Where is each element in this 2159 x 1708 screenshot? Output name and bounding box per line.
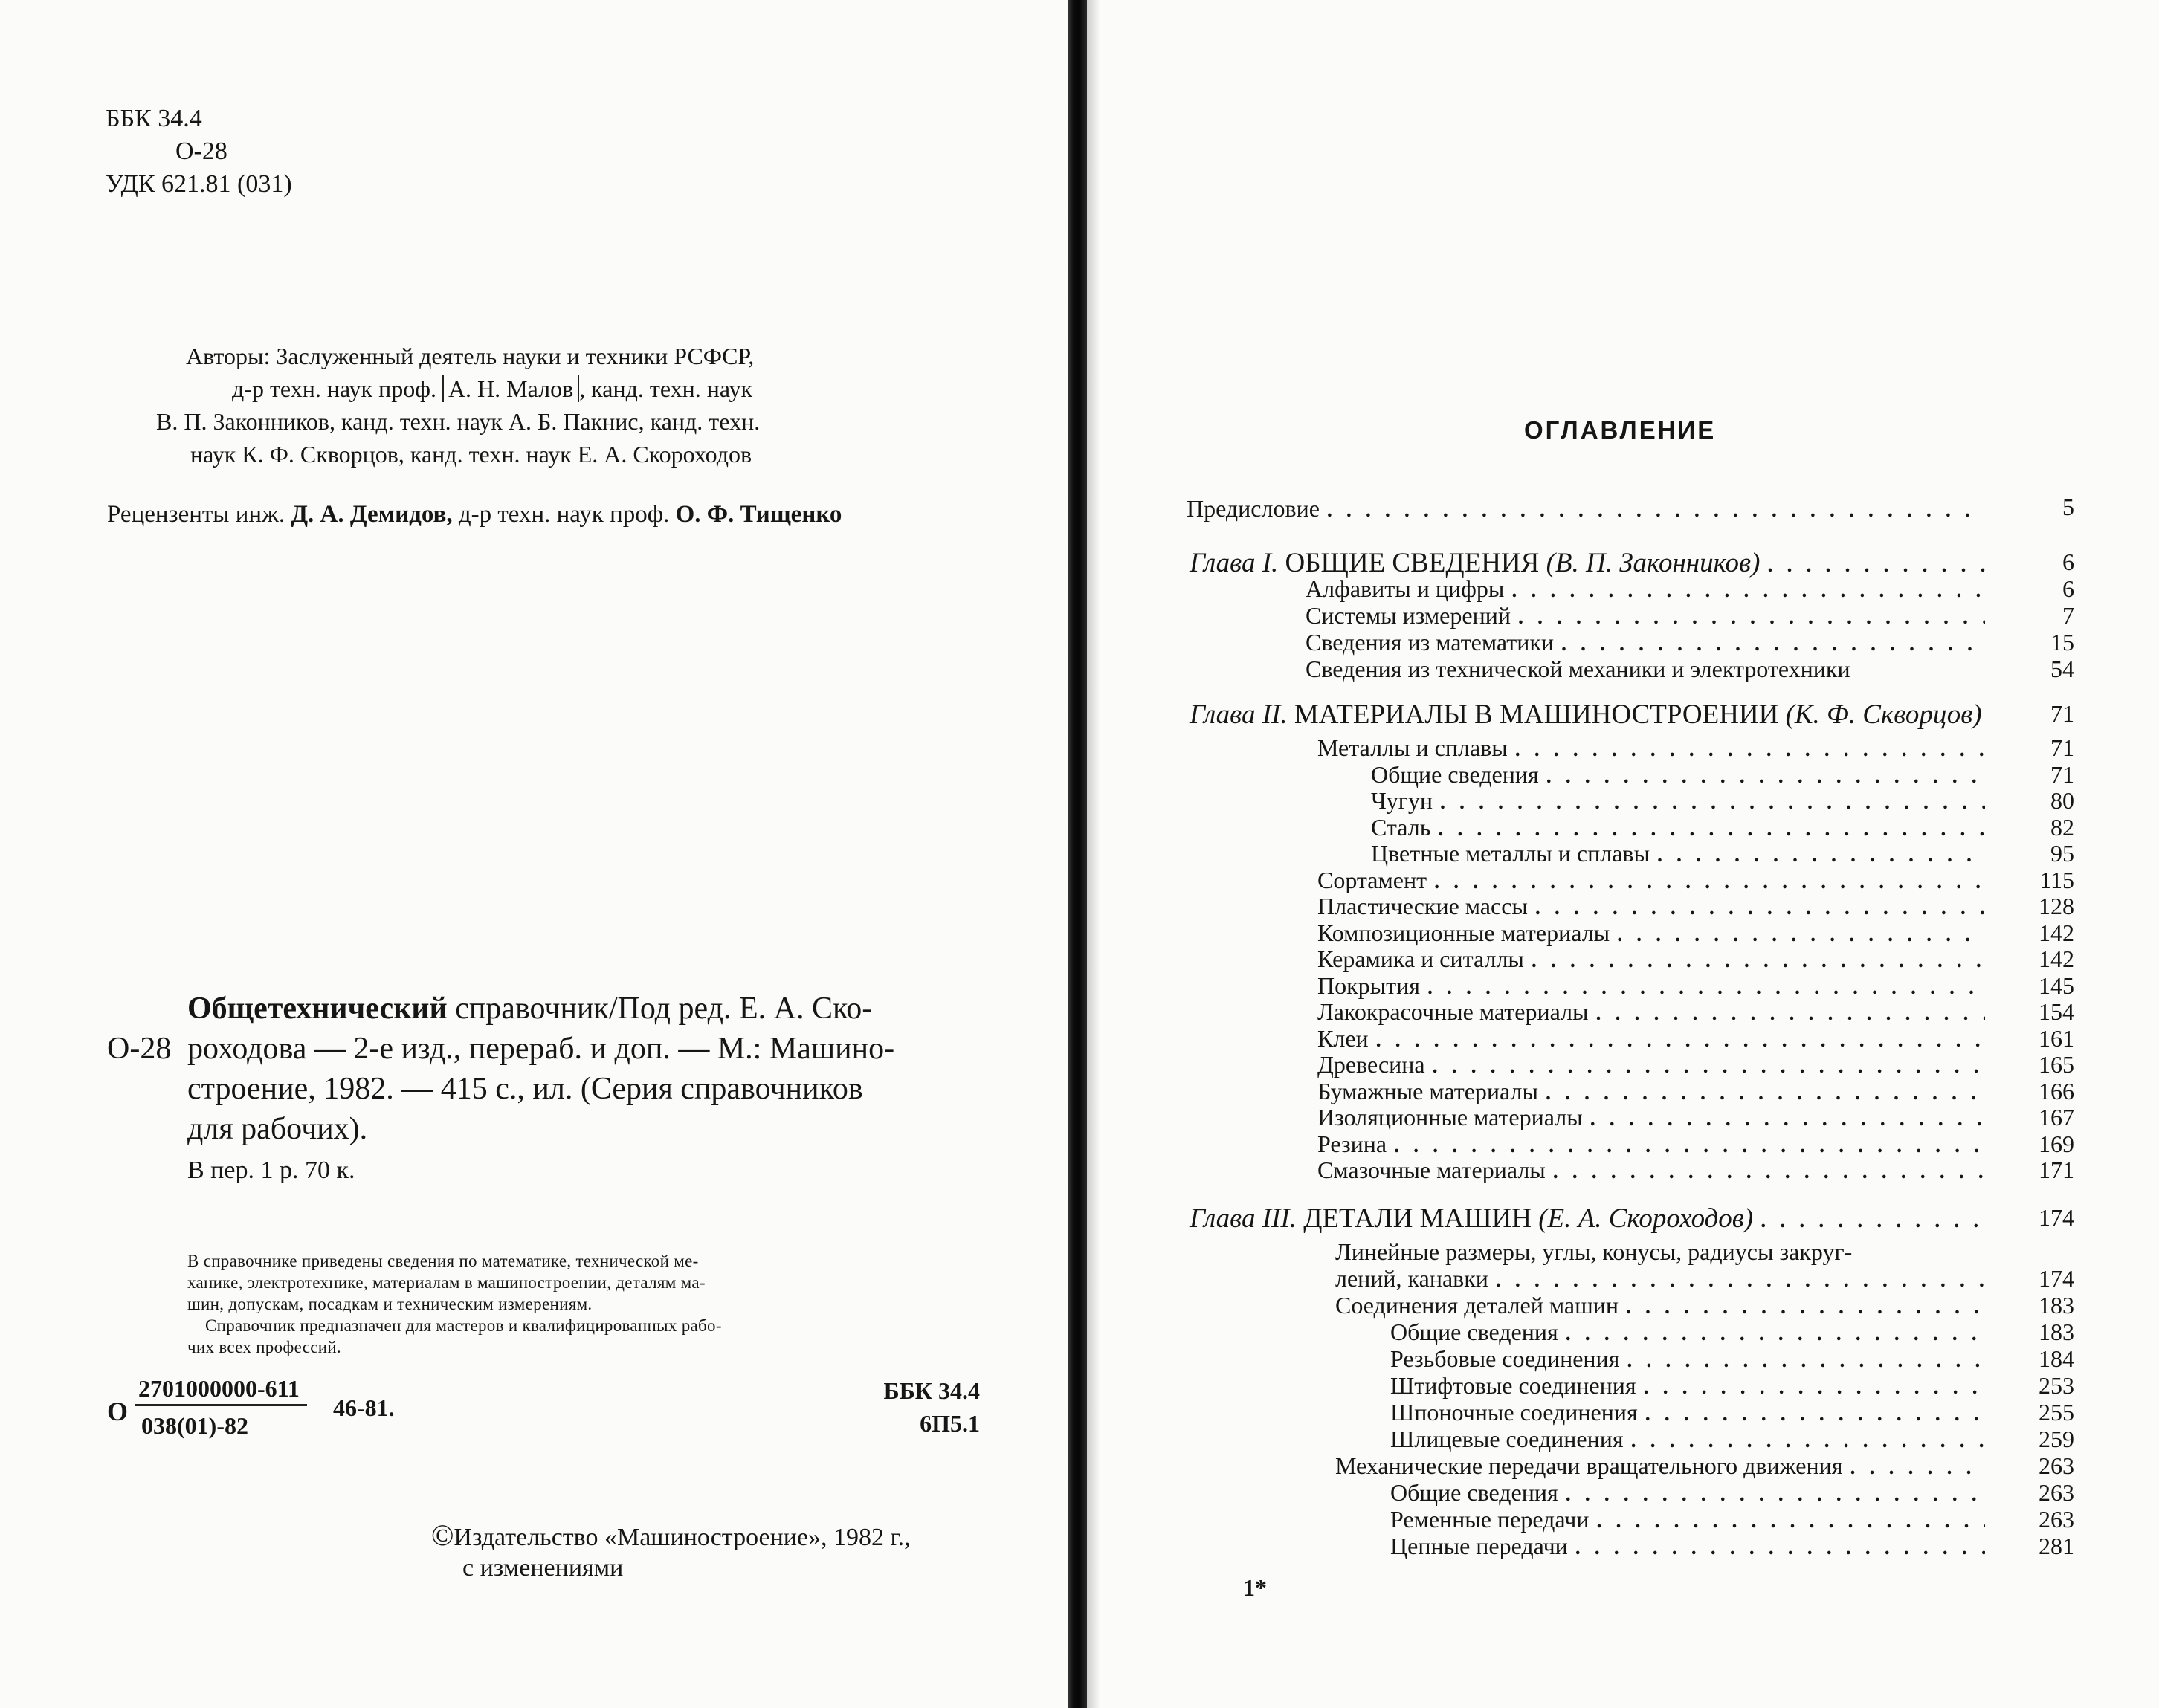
toc-page: 184 <box>2039 1345 2074 1372</box>
toc-entry <box>1390 1533 1992 1559</box>
toc-dots <box>1511 578 1985 604</box>
authors-line-2-pre: д-р техн. наук проф. <box>232 375 436 402</box>
book-spine <box>1068 0 1087 1708</box>
toc-dots <box>1627 1348 1985 1374</box>
toc-label: Сведения из технической механики и электротехники <box>1306 656 1850 682</box>
toc-entry <box>1306 656 1992 682</box>
toc-page: 6 <box>2062 575 2074 602</box>
toc-page: 161 <box>2039 1025 2074 1052</box>
annotation-line-4: Справочник предназначен для мастеров и квалифицированных рабо- <box>205 1316 722 1335</box>
udk-code: УДК 621.81 (031) <box>106 170 292 198</box>
catalog-line-1 <box>187 989 872 1029</box>
annotation-line-1: В справочнике приведены сведения по математике, технической ме- <box>187 1252 699 1270</box>
bbk-bottom: ББК 34.4 <box>883 1377 980 1404</box>
authors-line-3: В. П. Законников, канд. техн. наук А. Б. Пакнис, канд. техн. <box>156 408 761 435</box>
toc-entry <box>1371 787 1992 814</box>
toc-label: Соединения деталей машин <box>1335 1292 1619 1319</box>
toc-label: Металлы и сплавы <box>1317 734 1508 761</box>
catalog-line-4: для рабочих). <box>187 1112 368 1146</box>
chapter-prefix: Глава I. <box>1190 548 1279 578</box>
toc-entry <box>1390 1399 1992 1426</box>
index-numerator: 2701000000-611 <box>135 1375 307 1406</box>
chapter-prefix: Глава III. <box>1190 1203 1297 1234</box>
toc-page: 71 <box>2050 734 2074 761</box>
toc-entry <box>1306 602 1992 629</box>
toc-label: Системы измерений <box>1306 602 1511 629</box>
toc-label: Клеи <box>1317 1025 1369 1052</box>
toc-page: 6 <box>2062 549 2074 575</box>
toc-entry <box>1371 840 1992 867</box>
toc-dots <box>1626 1294 1985 1321</box>
toc-dots <box>1644 1374 1985 1401</box>
toc-label: Изоляционные материалы <box>1317 1104 1583 1130</box>
toc-entry <box>1390 1345 1992 1372</box>
toc-entry <box>1390 1479 1992 1506</box>
chapter-author: (Е. А. Скороходов) <box>1538 1203 1754 1234</box>
toc-label: лений, канавки <box>1335 1265 1488 1292</box>
toc-page: 95 <box>2050 840 2074 867</box>
toc-chapter-3 <box>1190 1204 1992 1234</box>
toc-dots <box>1438 816 1985 843</box>
toc-label: Чугун <box>1371 787 1433 814</box>
toc-label: Древесина <box>1317 1051 1425 1078</box>
index-denominator: 038(01)-82 <box>141 1412 248 1439</box>
toc-dots <box>1617 922 1985 948</box>
toc-label: Общие сведения <box>1371 761 1539 788</box>
toc-dots <box>1561 631 1985 658</box>
toc-dots <box>1532 948 1985 974</box>
toc-page: 142 <box>2039 945 2074 972</box>
toc-label: Шпоночные соединения <box>1390 1399 1638 1426</box>
toc-dots <box>1440 789 1985 816</box>
toc-label: Покрытия <box>1317 972 1420 999</box>
chapter-author: (К. Ф. Скворцов) <box>1785 699 1982 730</box>
toc-entry <box>1306 575 1992 602</box>
toc-dots <box>1631 1428 1985 1455</box>
toc-dots <box>1553 1159 1985 1185</box>
toc-entry <box>1317 1130 1992 1157</box>
toc-chapter-2 <box>1190 700 1992 730</box>
chapter-prefix: Глава II. <box>1190 699 1288 730</box>
toc-page: 54 <box>2050 656 2074 682</box>
authors-line-1: Авторы: Заслуженный деятель науки и техники РСФСР, <box>186 343 755 369</box>
toc-label: Штифтовые соединения <box>1390 1372 1636 1399</box>
toc-page: 259 <box>2039 1426 2074 1452</box>
reviewers-mid: д-р техн. наук проф. <box>458 501 670 528</box>
toc-dots <box>1394 1133 1985 1159</box>
bbk-bottom-2: 6П5.1 <box>920 1410 980 1437</box>
toc-page: 183 <box>2039 1292 2074 1319</box>
toc-entry <box>1335 1238 1992 1265</box>
toc-entry <box>1335 1265 1992 1292</box>
toc-page: 263 <box>2039 1479 2074 1506</box>
toc-dots <box>1575 1535 1985 1562</box>
toc-page: 263 <box>2039 1506 2074 1533</box>
toc-label: Механические передачи вращательного движения <box>1335 1452 1843 1479</box>
toc-dots <box>1657 842 1985 869</box>
toc-entry <box>1390 1319 1992 1345</box>
toc-entry <box>1317 919 1992 946</box>
toc-dots <box>1546 763 1985 790</box>
toc-page: 281 <box>2039 1533 2074 1559</box>
toc-page: 115 <box>2039 867 2074 893</box>
chapter-heading <box>1190 700 1982 730</box>
toc-page: 7 <box>2062 602 2074 629</box>
toc-page: 145 <box>2039 972 2074 999</box>
toc-page: 169 <box>2039 1130 2074 1157</box>
book-title-bold: Общетехнический <box>187 992 448 1026</box>
toc-label: Цепные передачи <box>1390 1533 1568 1559</box>
toc-page: 71 <box>2050 700 2074 727</box>
toc-label: Лакокрасочные материалы <box>1317 998 1589 1025</box>
toc-dots <box>1518 604 1985 631</box>
toc-dots <box>1645 1401 1985 1428</box>
toc-label: Сталь <box>1371 814 1431 841</box>
toc-page: 253 <box>2039 1372 2074 1399</box>
bbk-code: ББК 34.4 <box>106 105 202 132</box>
toc-page: 183 <box>2039 1319 2074 1345</box>
price: В пер. 1 р. 70 к. <box>187 1157 355 1184</box>
copyright-line-1 <box>431 1518 911 1553</box>
toc-label: Композиционные материалы <box>1317 919 1610 946</box>
toc-entry <box>1317 867 1992 893</box>
copyright-line-2: с изменениями <box>462 1554 624 1582</box>
toc-entry <box>1335 1292 1992 1319</box>
toc-dots <box>1515 737 1985 763</box>
toc-entry <box>1317 734 1992 761</box>
toc-page: 263 <box>2039 1452 2074 1479</box>
catalog-line-3: строение, 1982. — 415 с., ил. (Серия справочников <box>187 1072 863 1106</box>
chapter-heading <box>1190 1204 1753 1234</box>
toc-page: 80 <box>2050 787 2074 814</box>
toc-page: 166 <box>2039 1078 2074 1104</box>
toc-dots <box>1566 1481 1985 1508</box>
reviewers-pre: Рецензенты инж. <box>107 501 285 528</box>
toc-title: ОГЛАВЛЕНИЕ <box>1524 416 1717 444</box>
toc-entry <box>1317 945 1992 972</box>
toc-label: Предисловие <box>1187 495 1320 522</box>
toc-entry <box>1306 629 1992 656</box>
reviewer-1: Д. А. Демидов, <box>291 501 453 528</box>
authors-line-2 <box>232 373 752 404</box>
toc-page: 142 <box>2039 919 2074 946</box>
index-letter: О <box>107 1397 129 1426</box>
toc-label: Общие сведения <box>1390 1479 1558 1506</box>
toc-label: Ременные передачи <box>1390 1506 1590 1533</box>
printer-signature: 1* <box>1243 1574 1267 1601</box>
toc-dots <box>1376 1027 1985 1054</box>
toc-label: Керамика и ситаллы <box>1317 945 1524 972</box>
toc-page: 165 <box>2039 1051 2074 1078</box>
toc-page: 167 <box>2039 1104 2074 1130</box>
toc-entry <box>1390 1372 1992 1399</box>
toc-entry <box>1317 1157 1992 1183</box>
toc-dots <box>1850 1455 1985 1481</box>
toc-entry <box>1317 972 1992 999</box>
catalog-line-2: роходова — 2-е изд., перераб. и доп. — М.: Машино- <box>187 1032 895 1066</box>
toc-entry <box>1317 1051 1992 1078</box>
toc-dots <box>1434 869 1985 896</box>
chapter-heading <box>1190 549 1760 578</box>
toc-entry <box>1317 1025 1992 1052</box>
chapter-title: ДЕТАЛИ МАШИН <box>1303 1203 1532 1234</box>
copyright-symbol: © <box>431 1518 454 1552</box>
catalog-line-1-rest: справочник/Под ред. Е. А. Ско- <box>455 992 873 1026</box>
toc-page: 71 <box>2050 761 2074 788</box>
authors-line-2-post: , канд. техн. наук <box>579 375 752 402</box>
toc-page: 82 <box>2050 814 2074 841</box>
reviewers <box>107 501 842 528</box>
toc-label: Линейные размеры, углы, конусы, радиусы закруг- <box>1335 1238 1853 1265</box>
toc-dots <box>1496 1267 1985 1294</box>
toc-page: 255 <box>2039 1399 2074 1426</box>
authors-line-4: наук К. Ф. Скворцов, канд. техн. наук Е. А. Скороходов <box>190 441 752 468</box>
toc-dots <box>1433 1053 1985 1080</box>
toc-chapter-1 <box>1190 549 1992 578</box>
toc-dots <box>1761 1206 1985 1236</box>
toc-page: 174 <box>2039 1204 2074 1231</box>
toc-label: Резьбовые соединения <box>1390 1345 1620 1372</box>
toc-entry <box>1390 1426 1992 1452</box>
toc-label: Алфавиты и цифры <box>1306 575 1505 602</box>
toc-preface <box>1187 495 1989 522</box>
toc-dots <box>1566 1321 1985 1348</box>
toc-label: Резина <box>1317 1130 1387 1157</box>
annotation-line-3: шин, допускам, посадкам и техническим измерениям. <box>187 1295 593 1313</box>
toc-dots <box>1327 497 1982 524</box>
toc-dots <box>1427 974 1985 1001</box>
toc-entry <box>1371 761 1992 788</box>
toc-label: Пластические массы <box>1317 893 1528 919</box>
toc-label: Сортамент <box>1317 867 1427 893</box>
annotation-line-5: чих всех профессий. <box>187 1338 341 1356</box>
toc-label: Шлицевые соединения <box>1390 1426 1624 1452</box>
spine-shadow <box>1087 0 1100 1708</box>
annotation-line-2: ханике, электротехнике, материалам в машиностроении, деталям ма- <box>187 1273 706 1292</box>
chapter-author: (В. П. Законников) <box>1546 548 1761 578</box>
deceased-author-box: А. Н. Малов <box>442 375 579 402</box>
catalog-code: О-28 <box>175 138 227 165</box>
reviewer-2: О. Ф. Тищенко <box>675 501 842 528</box>
copyright-text: Издательство «Машиностроение», 1982 г., <box>454 1524 911 1551</box>
toc-label: Общие сведения <box>1390 1319 1558 1345</box>
toc-label: Бумажные материалы <box>1317 1078 1538 1104</box>
toc-page: 15 <box>2050 629 2074 656</box>
toc-page: 174 <box>2039 1265 2074 1292</box>
toc-page: 154 <box>2039 998 2074 1025</box>
toc-entry <box>1317 893 1992 919</box>
toc-dots <box>1596 1000 1985 1027</box>
index-suffix: 46-81. <box>333 1394 395 1421</box>
toc-entry <box>1335 1452 1992 1479</box>
toc-dots <box>1590 1106 1985 1133</box>
toc-dots <box>1546 1080 1985 1107</box>
toc-page: 128 <box>2039 893 2074 919</box>
toc-dots <box>1597 1508 1985 1535</box>
chapter-title: ОБЩИЕ СВЕДЕНИЯ <box>1285 548 1540 578</box>
toc-page: 5 <box>2062 494 2074 520</box>
chapter-title: МАТЕРИАЛЫ В МАШИНОСТРОЕНИИ <box>1294 699 1779 730</box>
toc-label: Сведения из математики <box>1306 629 1555 656</box>
toc-label: Смазочные материалы <box>1317 1157 1546 1183</box>
toc-entry <box>1371 814 1992 841</box>
toc-label: Цветные металлы и сплавы <box>1371 840 1650 867</box>
toc-entry <box>1390 1506 1992 1533</box>
toc-entry <box>1317 1104 1992 1130</box>
toc-entry <box>1317 998 1992 1025</box>
catalog-code-margin: О-28 <box>107 1032 172 1066</box>
toc-dots <box>1535 895 1985 922</box>
toc-entry <box>1317 1078 1992 1104</box>
toc-page: 171 <box>2039 1157 2074 1183</box>
